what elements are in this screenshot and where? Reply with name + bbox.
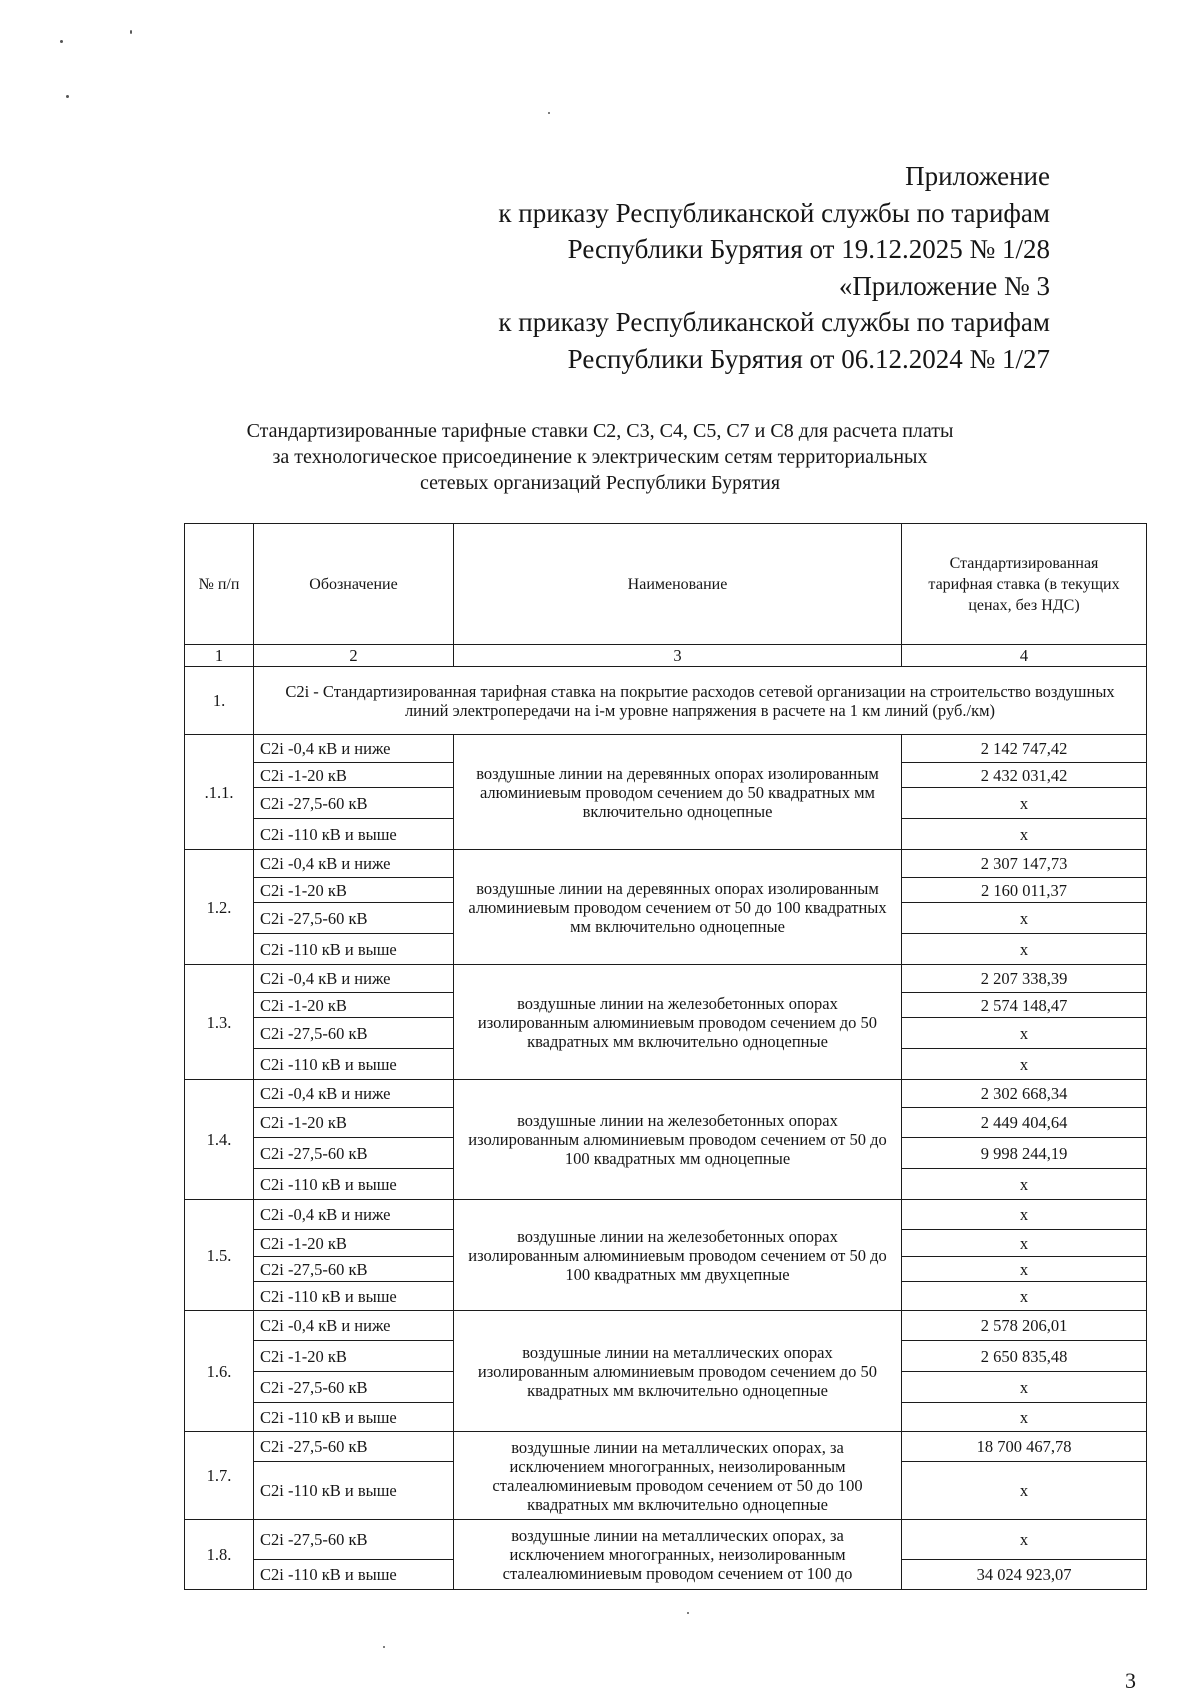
designation-cell: C2i -0,4 кВ и ниже bbox=[254, 1080, 454, 1108]
rate-cell: х bbox=[902, 1282, 1147, 1311]
designation-cell: C2i -110 кВ и выше bbox=[254, 1462, 454, 1520]
designation-cell: C2i -0,4 кВ и ниже bbox=[254, 965, 454, 993]
group-name: воздушные линии на деревянных опорах изолированным алюминиевым проводом сечением от 50 до 100 квадратных мм включительно одноцепные bbox=[454, 850, 902, 965]
group-number: 1.7. bbox=[185, 1432, 254, 1520]
group-number: .1.1. bbox=[185, 735, 254, 850]
rate-cell: х bbox=[902, 819, 1147, 850]
designation-cell: C2i -27,5-60 кВ bbox=[254, 788, 454, 819]
rate-cell: 2 449 404,64 bbox=[902, 1108, 1147, 1138]
designation-cell: C2i -0,4 кВ и ниже bbox=[254, 850, 454, 878]
designation-cell: C2i -0,4 кВ и ниже bbox=[254, 1200, 454, 1230]
designation-cell: C2i -27,5-60 кВ bbox=[254, 1432, 454, 1462]
column-number-cell: 1 bbox=[185, 645, 254, 667]
header-line: к приказу Республиканской службы по тарифам bbox=[498, 197, 1050, 228]
designation-cell: C2i -1-20 кВ bbox=[254, 1108, 454, 1138]
designation-cell: C2i -27,5-60 кВ bbox=[254, 1138, 454, 1169]
rate-cell: 2 302 668,34 bbox=[902, 1080, 1147, 1108]
group-number: 1.3. bbox=[185, 965, 254, 1080]
group-name: воздушные линии на деревянных опорах изолированным алюминиевым проводом сечением до 50 квадратных мм включительно одноцепные bbox=[454, 735, 902, 850]
scan-speck bbox=[130, 30, 132, 34]
header-cell-code: Обозначение bbox=[254, 524, 454, 645]
column-number-cell: 3 bbox=[454, 645, 902, 667]
document-title bbox=[150, 418, 1050, 496]
designation-cell: C2i -27,5-60 кВ bbox=[254, 1520, 454, 1560]
table-row bbox=[185, 1200, 1147, 1230]
group-number: 1.2. bbox=[185, 850, 254, 965]
scan-speck bbox=[66, 95, 69, 98]
page-number: 3 bbox=[1125, 1668, 1136, 1693]
rate-cell: х bbox=[902, 1257, 1147, 1282]
designation-cell: C2i -1-20 кВ bbox=[254, 763, 454, 788]
header-line: «Приложение № 3 bbox=[838, 270, 1050, 301]
rate-cell: х bbox=[902, 903, 1147, 934]
rate-cell: 9 998 244,19 bbox=[902, 1138, 1147, 1169]
rate-cell: 2 578 206,01 bbox=[902, 1311, 1147, 1341]
group-name: воздушные линии на железобетонных опорах изолированным алюминиевым проводом сечением от 50 до 100 квадратных мм одноцепные bbox=[454, 1080, 902, 1200]
designation-cell: C2i -27,5-60 кВ bbox=[254, 1257, 454, 1282]
designation-cell: C2i -1-20 кВ bbox=[254, 878, 454, 903]
group-number: 1.5. bbox=[185, 1200, 254, 1311]
designation-cell: C2i -110 кВ и выше bbox=[254, 934, 454, 965]
rate-cell: 2 432 031,42 bbox=[902, 763, 1147, 788]
designation-cell: C2i -110 кВ и выше bbox=[254, 1403, 454, 1432]
rate-cell: х bbox=[902, 1372, 1147, 1403]
designation-cell: C2i -1-20 кВ bbox=[254, 993, 454, 1018]
designation-cell: C2i -27,5-60 кВ bbox=[254, 903, 454, 934]
designation-cell: C2i -1-20 кВ bbox=[254, 1341, 454, 1372]
rate-cell: 2 307 147,73 bbox=[902, 850, 1147, 878]
table-header-row bbox=[185, 524, 1147, 645]
scan-speck bbox=[60, 40, 63, 43]
scan-speck bbox=[687, 1612, 689, 1614]
title-line: за технологическое присоединение к электрическим сетям территориальных bbox=[272, 446, 928, 468]
tariff-table bbox=[184, 523, 1147, 1590]
title-line: сетевых организаций Республики Бурятия bbox=[419, 472, 781, 494]
rate-cell: х bbox=[902, 1200, 1147, 1230]
group-name: воздушные линии на железобетонных опорах изолированным алюминиевым проводом сечением до 50 квадратных мм включительно одноцепные bbox=[454, 965, 902, 1080]
designation-cell: C2i -27,5-60 кВ bbox=[254, 1018, 454, 1049]
scan-speck bbox=[548, 112, 550, 114]
section-description: C2i - Стандартизированная тарифная ставка на покрытие расходов сетевой организации на строительство воздушных линий электропередачи на i-м уровне напряжения в расчете на 1 км линий (руб./км) bbox=[254, 667, 1147, 735]
header-cell-rate: Стандартизированная тарифная ставка (в текущих ценах, без НДС) bbox=[902, 524, 1147, 645]
designation-cell: C2i -110 кВ и выше bbox=[254, 819, 454, 850]
rate-cell: 2 160 011,37 bbox=[902, 878, 1147, 903]
designation-cell: C2i -110 кВ и выше bbox=[254, 1169, 454, 1200]
rate-cell: х bbox=[902, 934, 1147, 965]
rate-cell: х bbox=[902, 1169, 1147, 1200]
table-row bbox=[185, 735, 1147, 763]
table-row bbox=[185, 1432, 1147, 1462]
header-line: к приказу Республиканской службы по тарифам bbox=[498, 307, 1050, 337]
scan-speck bbox=[383, 1646, 385, 1648]
document-header bbox=[498, 158, 1050, 377]
title-line: Стандартизированные тарифные ставки С2, С3, С4, С5, С7 и С8 для расчета платы bbox=[246, 420, 954, 442]
header-cell-number: № п/п bbox=[185, 524, 254, 645]
group-number: 1.8. bbox=[185, 1520, 254, 1590]
rate-cell: х bbox=[902, 1230, 1147, 1257]
section-number: 1. bbox=[185, 667, 254, 735]
column-number-row bbox=[185, 645, 1147, 667]
table-row bbox=[185, 850, 1147, 878]
rate-cell: 34 024 923,07 bbox=[902, 1560, 1147, 1590]
table-row bbox=[185, 1520, 1147, 1560]
group-name: воздушные линии на металлических опорах, за исключением многогранных, неизолированным сталеалюминиевым проводом сечением от 100 до bbox=[454, 1520, 902, 1590]
group-number: 1.6. bbox=[185, 1311, 254, 1432]
group-name: воздушные линии на металлических опорах изолированным алюминиевым проводом сечением до 50 квадратных мм включительно одноцепные bbox=[454, 1311, 902, 1432]
rate-cell: 2 650 835,48 bbox=[902, 1341, 1147, 1372]
rate-cell: х bbox=[902, 1462, 1147, 1520]
designation-cell: C2i -110 кВ и выше bbox=[254, 1282, 454, 1311]
section-row bbox=[185, 667, 1147, 735]
group-number: 1.4. bbox=[185, 1080, 254, 1200]
rate-cell: х bbox=[902, 788, 1147, 819]
rate-cell: х bbox=[902, 1018, 1147, 1049]
rate-cell: 18 700 467,78 bbox=[902, 1432, 1147, 1462]
designation-cell: C2i -110 кВ и выше bbox=[254, 1560, 454, 1590]
group-name: воздушные линии на железобетонных опорах изолированным алюминиевым проводом сечением от 50 до 100 квадратных мм двухцепные bbox=[454, 1200, 902, 1311]
designation-cell: C2i -0,4 кВ и ниже bbox=[254, 1311, 454, 1341]
header-line: Республики Бурятия от 06.12.2024 № 1/27 bbox=[567, 343, 1050, 374]
column-number-cell: 4 bbox=[902, 645, 1147, 667]
rate-cell: х bbox=[902, 1049, 1147, 1080]
table-row bbox=[185, 1311, 1147, 1341]
header-line: Приложение bbox=[905, 161, 1050, 191]
header-cell-name: Наименование bbox=[454, 524, 902, 645]
designation-cell: C2i -110 кВ и выше bbox=[254, 1049, 454, 1080]
table-row bbox=[185, 965, 1147, 993]
designation-cell: C2i -27,5-60 кВ bbox=[254, 1372, 454, 1403]
rate-cell: 2 574 148,47 bbox=[902, 993, 1147, 1018]
rate-cell: х bbox=[902, 1403, 1147, 1432]
designation-cell: C2i -1-20 кВ bbox=[254, 1230, 454, 1257]
designation-cell: C2i -0,4 кВ и ниже bbox=[254, 735, 454, 763]
column-number-cell: 2 bbox=[254, 645, 454, 667]
rate-cell: 2 142 747,42 bbox=[902, 735, 1147, 763]
header-line: Республики Бурятия от 19.12.2025 № 1/28 bbox=[567, 234, 1050, 264]
table-row bbox=[185, 1080, 1147, 1108]
rate-cell: 2 207 338,39 bbox=[902, 965, 1147, 993]
group-name: воздушные линии на металлических опорах, за исключением многогранных, неизолированным сталеалюминиевым проводом сечением от 50 до 100 квадратных мм включительно одноцепные bbox=[454, 1432, 902, 1520]
rate-cell: х bbox=[902, 1520, 1147, 1560]
